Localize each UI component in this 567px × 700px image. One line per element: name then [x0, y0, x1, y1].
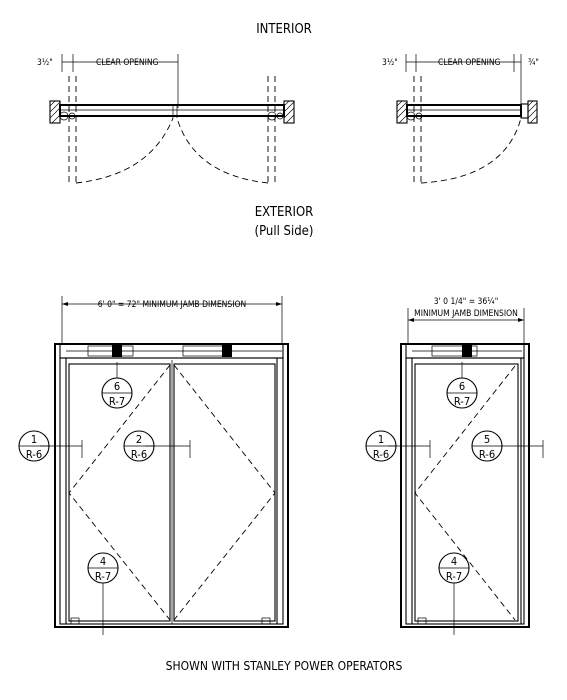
- svg-text:4: 4: [99, 555, 107, 568]
- pair-clear-opening-dim: CLEAR OPENING: [96, 58, 159, 68]
- single-clear-opening-dim: CLEAR OPENING: [438, 58, 501, 68]
- svg-text:1: 1: [30, 433, 38, 446]
- pull-side-label: (Pull Side): [254, 224, 314, 239]
- pair-plan-view: [37, 54, 294, 184]
- svg-text:R-6: R-6: [372, 448, 390, 461]
- pair-callout-2: [124, 431, 154, 461]
- svg-text:R-6: R-6: [25, 448, 43, 461]
- pair-callout-1: [19, 431, 49, 461]
- svg-text:R-7: R-7: [108, 395, 126, 408]
- single-left-offset-dim: 3½": [382, 58, 398, 68]
- single-callout-4: [439, 553, 469, 583]
- svg-text:R-6: R-6: [130, 448, 148, 461]
- svg-text:R-7: R-7: [445, 570, 463, 583]
- pair-jamb-dimension: 6' 0" = 72" MINIMUM JAMB DIMENSION: [97, 300, 247, 310]
- svg-text:2: 2: [135, 433, 143, 446]
- pair-elevation: [40, 296, 288, 635]
- svg-text:5: 5: [483, 433, 491, 446]
- single-callout-5: [472, 431, 502, 461]
- single-callout-6: [447, 378, 477, 408]
- svg-text:6: 6: [458, 380, 466, 393]
- svg-text:R-6: R-6: [478, 448, 496, 461]
- pair-left-offset-dim: 3½": [37, 58, 53, 68]
- svg-text:4: 4: [450, 555, 458, 568]
- single-callout-1: [366, 431, 396, 461]
- svg-text:6: 6: [113, 380, 121, 393]
- single-right-offset-dim: ¾": [528, 58, 539, 68]
- pair-callout-6: [102, 378, 132, 408]
- single-jamb-dimension-1: 3' 0 1/4" = 36¼": [433, 297, 499, 307]
- interior-label: INTERIOR: [256, 22, 312, 37]
- svg-text:R-7: R-7: [453, 395, 471, 408]
- exterior-label: EXTERIOR: [254, 205, 314, 220]
- single-plan-view: [382, 54, 539, 184]
- svg-text:R-7: R-7: [94, 570, 112, 583]
- svg-text:1: 1: [377, 433, 385, 446]
- pair-callout-4: [88, 553, 118, 583]
- single-jamb-dimension-2: MINIMUM JAMB DIMENSION: [414, 309, 518, 319]
- single-elevation: [388, 297, 543, 635]
- footer-caption: SHOWN WITH STANLEY POWER OPERATORS: [165, 659, 403, 673]
